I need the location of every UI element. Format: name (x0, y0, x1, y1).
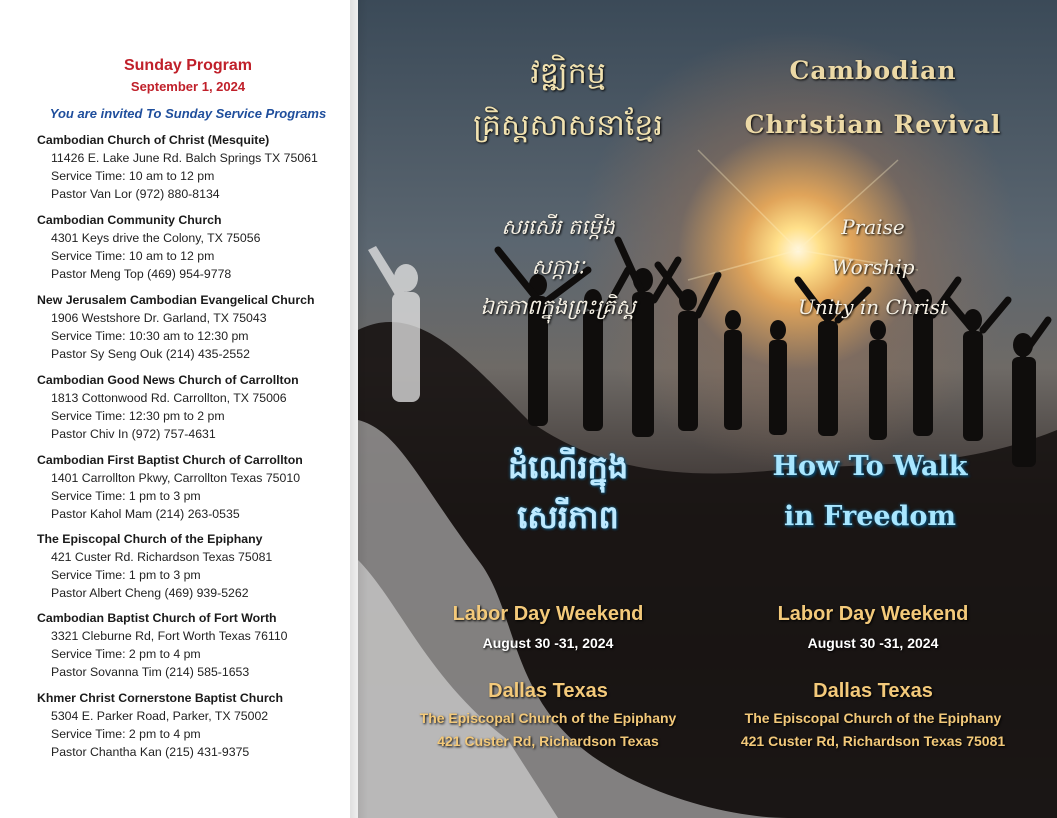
event-venue-right (703, 707, 1043, 753)
church-pastor: Pastor Albert Cheng (469) 939-5262 (51, 586, 249, 600)
church-listing (37, 689, 357, 761)
sunday-program-panel (0, 0, 360, 818)
english-praise-list (743, 207, 1003, 327)
church-address: 1401 Carrollton Pkwy, Carrollton Texas 75010 (51, 471, 301, 485)
khmer-title-line: វឌ្ឍិកម្ម (530, 56, 606, 91)
church-service-time: Service Time: 2 pm to 4 pm (51, 727, 201, 741)
khmer-praise-line: សរសើរ តម្កើង (501, 215, 615, 239)
event-weekend-right: Labor Day Weekend (777, 603, 969, 625)
church-pastor: Pastor Sovanna Tim (214) 585-1653 (51, 665, 250, 679)
venue-address: 421 Custer Rd, Richardson Texas 75081 (740, 733, 1006, 749)
program-date: September 1, 2024 (130, 79, 246, 94)
fold-shadow (350, 0, 368, 818)
church-service-time: Service Time: 1 pm to 3 pm (51, 489, 201, 503)
church-name: Cambodian Church of Christ (Mesquite) (37, 133, 270, 147)
church-service-time: Service Time: 10 am to 12 pm (51, 249, 215, 263)
english-title-line: Cambodian (789, 56, 957, 85)
khmer-praise-line: ឯកភាពក្នុងព្រះគ្រិស្ត (480, 295, 636, 319)
church-name: Khmer Christ Cornerstone Baptist Church (37, 691, 283, 705)
church-service-time: Service Time: 10 am to 12 pm (51, 169, 215, 183)
church-address: 11426 E. Lake June Rd. Balch Springs TX 75061 (51, 151, 318, 165)
event-dates-right: August 30 -31, 2024 (807, 635, 939, 651)
khmer-title (408, 48, 728, 152)
church-listing (37, 609, 357, 681)
church-listing (37, 530, 357, 602)
english-praise-line: Worship (831, 255, 915, 279)
church-service-time: Service Time: 1 pm to 3 pm (51, 568, 201, 582)
program-invitation: You are invited To Sunday Service Programs (49, 106, 327, 121)
event-weekend-left: Labor Day Weekend (452, 603, 644, 625)
church-pastor: Pastor Sy Seng Ouk (214) 435-2552 (51, 347, 250, 361)
english-title (728, 44, 1018, 152)
church-listing (37, 211, 357, 283)
khmer-title-line: គ្រិស្តសាសនាខ្មែរ (473, 108, 663, 143)
english-theme-line: in Freedom (783, 501, 957, 532)
church-listing (37, 291, 357, 363)
khmer-praise-list (398, 207, 718, 327)
english-theme-heading (720, 442, 1020, 542)
venue-address: 421 Custer Rd, Richardson Texas (437, 733, 659, 749)
venue-name: The Episcopal Church of the Epiphany (419, 710, 677, 726)
church-address: 5304 E. Parker Road, Parker, TX 75002 (51, 709, 269, 723)
church-address: 4301 Keys drive the Colony, TX 75056 (51, 231, 261, 245)
church-listing (37, 131, 357, 203)
church-name: Cambodian Good News Church of Carrollton (37, 373, 299, 387)
english-theme-line: How To Walk (772, 451, 968, 482)
khmer-theme-line: សេរីភាព (517, 498, 619, 536)
cover-panel (358, 0, 1057, 818)
program-title: Sunday Program (123, 57, 253, 74)
khmer-praise-line: សក្ការៈ (531, 255, 585, 279)
church-address: 1906 Westshore Dr. Garland, TX 75043 (51, 311, 267, 325)
event-city-left: Dallas Texas (488, 680, 608, 702)
church-address: 421 Custer Rd. Richardson Texas 75081 (51, 550, 273, 564)
english-praise-line: Praise (841, 215, 905, 239)
church-pastor: Pastor Meng Top (469) 954-9778 (51, 267, 232, 281)
church-address: 1813 Cottonwood Rd. Carrollton, TX 75006 (51, 391, 287, 405)
church-name: New Jerusalem Cambodian Evangelical Church (37, 293, 315, 307)
church-listing (37, 371, 357, 443)
event-venue-left (378, 707, 718, 753)
church-listing (37, 451, 357, 523)
church-name: Cambodian First Baptist Church of Carrollton (37, 453, 303, 467)
church-pastor: Pastor Van Lor (972) 880-8134 (51, 187, 220, 201)
church-name: Cambodian Baptist Church of Fort Worth (37, 611, 277, 625)
church-service-time: Service Time: 12:30 pm to 2 pm (51, 409, 225, 423)
church-service-time: Service Time: 10:30 am to 12:30 pm (51, 329, 249, 343)
english-praise-line: Unity in Christ (798, 295, 948, 319)
khmer-theme-heading (418, 442, 718, 542)
church-pastor: Pastor Chantha Kan (215) 431-9375 (51, 745, 250, 759)
church-pastor: Pastor Kahol Mam (214) 263-0535 (51, 507, 240, 521)
church-service-time: Service Time: 2 pm to 4 pm (51, 647, 201, 661)
event-dates-left: August 30 -31, 2024 (482, 635, 614, 651)
venue-name: The Episcopal Church of the Epiphany (744, 710, 1002, 726)
khmer-theme-line: ដំណើរក្នុង (507, 448, 629, 486)
church-name: The Episcopal Church of the Epiphany (37, 532, 263, 546)
church-address: 3321 Cleburne Rd, Fort Worth Texas 76110 (51, 629, 288, 643)
english-title-line: Christian Revival (744, 110, 1002, 139)
event-city-right: Dallas Texas (813, 680, 933, 702)
church-name: Cambodian Community Church (37, 213, 222, 227)
church-pastor: Pastor Chiv In (972) 757-4631 (51, 427, 216, 441)
